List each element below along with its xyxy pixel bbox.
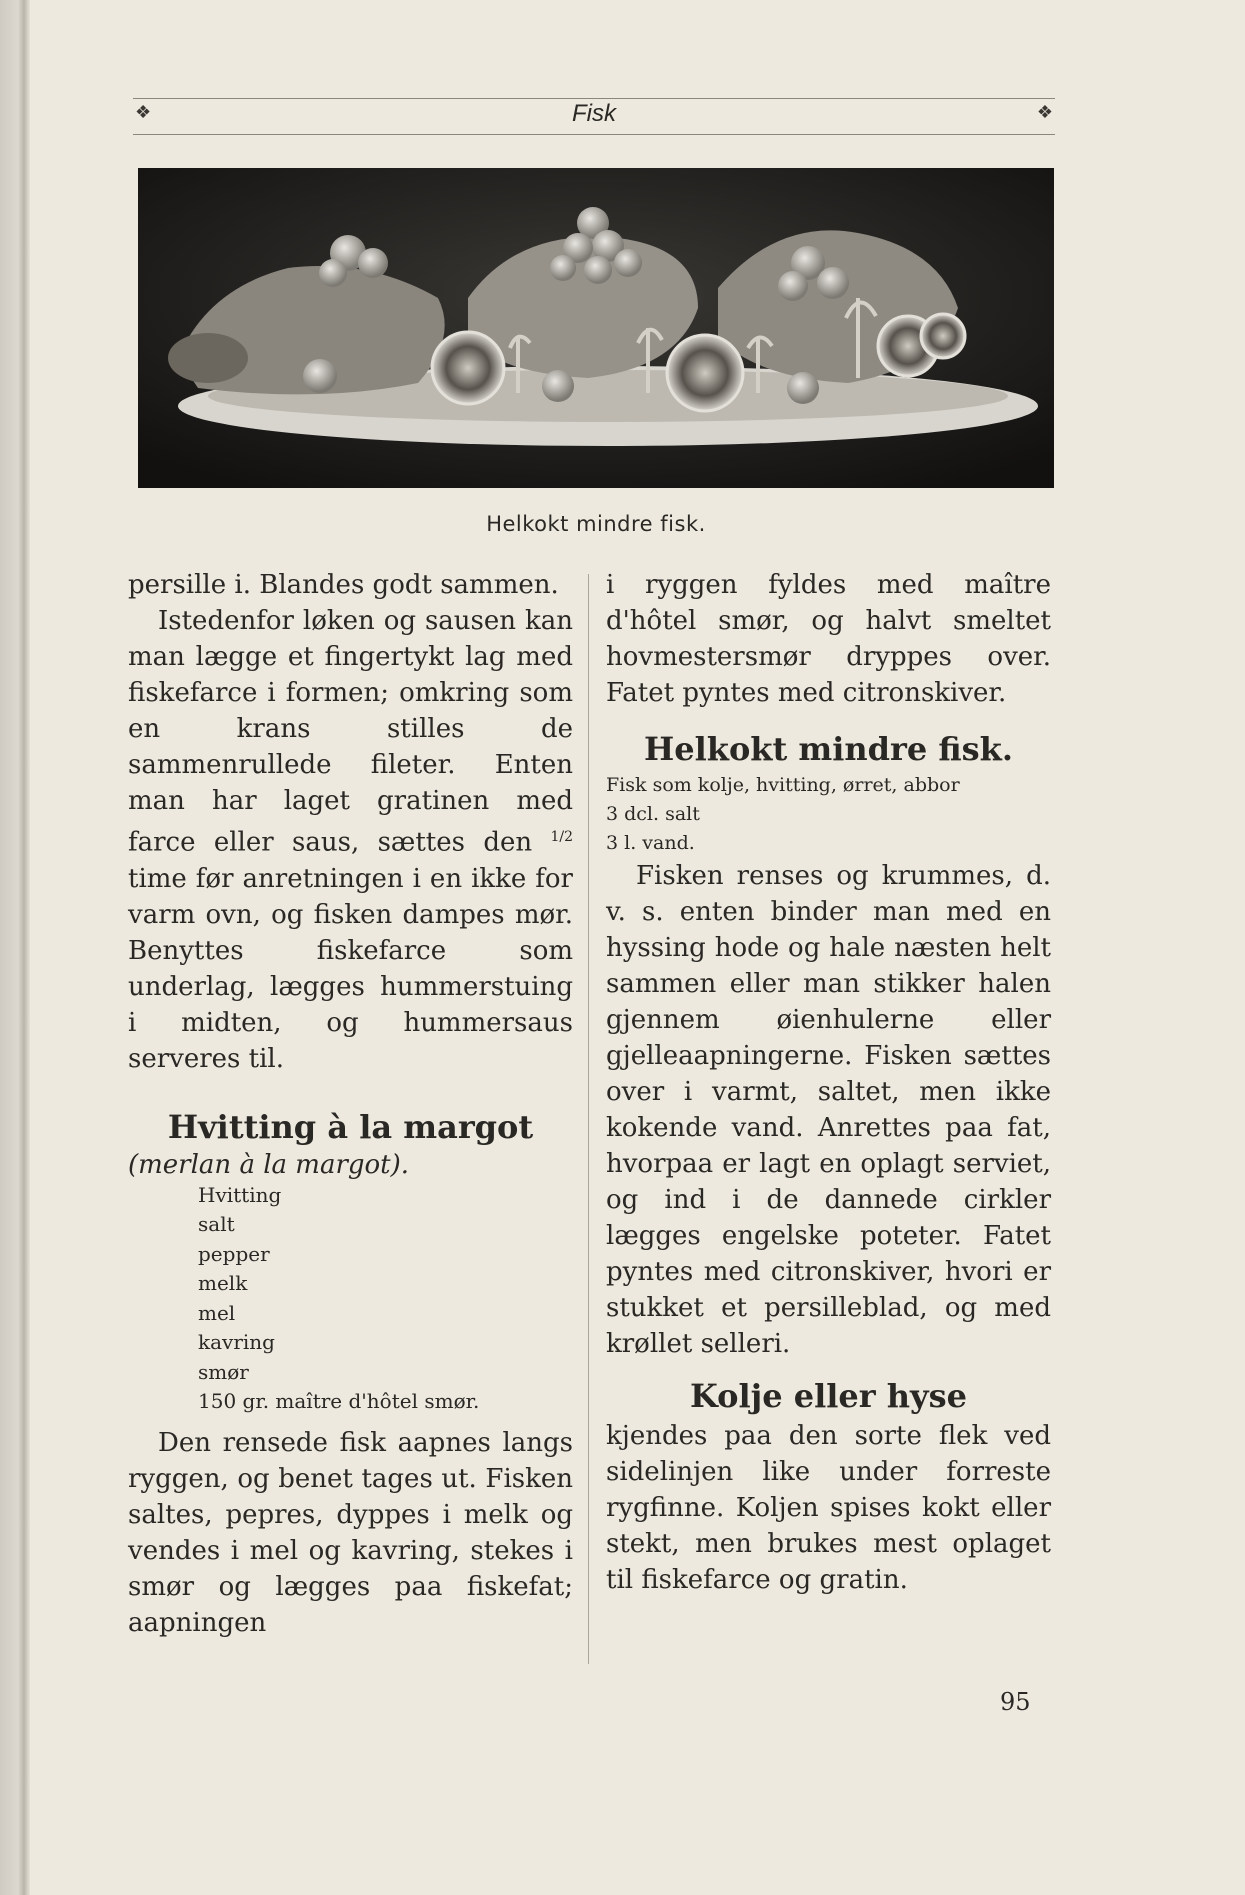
ingredient-item: pepper [198, 1241, 270, 1266]
ingredient-item: kavring [198, 1330, 275, 1355]
ingredient-item: melk [198, 1271, 248, 1296]
ingredient-item: 3 dcl. salt [606, 803, 700, 825]
column-divider [588, 574, 589, 1664]
ingredient-item: salt [198, 1212, 235, 1237]
left-column [128, 567, 573, 1641]
header-bottom-rule [133, 134, 1055, 135]
left-paragraph-1: persille i. Blandes godt sammen. [128, 570, 559, 600]
ingredient-item: 150 gr. maître d'hôtel smør. [198, 1389, 480, 1414]
ingredient-item: mel [198, 1300, 236, 1325]
recipe-heading-hvitting: Hvitting à la margot [167, 1107, 534, 1146]
ornament-left-icon: ❖ [135, 102, 152, 123]
ingredient-item: Hvitting [198, 1182, 282, 1207]
photo-caption: Helkokt mindre fisk. [486, 512, 706, 536]
recipe-heading-helkokt: Helkokt mindre fisk. [644, 730, 1013, 768]
left-paragraph-2-text: Istedenfor løken og sausen kan man lægge et fingertykt lag med fiskefarce i formen; omkring som en krans stilles de sammenrullede fileter. Enten man har laget gratinen med farce eller saus, sættes den [128, 606, 573, 858]
half-fraction: 1/2 [550, 829, 573, 845]
ingredient-item: smør [198, 1359, 249, 1384]
running-header-title: Fisk [572, 100, 616, 127]
ingredient-list-hvitting [128, 1181, 573, 1417]
book-spine-shadow [0, 0, 30, 1895]
left-paragraph-2-tail: time før anretningen i en ikke for varm ovn, og fisken dampes mør. Benyttes fiskefarce som underlag, lægges hummerstuing i midten, og hummersaus serveres til. [128, 863, 573, 1074]
ornament-right-icon: ❖ [1036, 102, 1053, 123]
right-paragraph-1: i ryggen fyldes med maître d'hôtel smør, og halvt smeltet hovmestersmør dryppes over. Fatet pyntes med citronskiver. [606, 570, 1051, 708]
ingredient-list-helkokt [606, 771, 1051, 858]
fish-platter-photo [138, 168, 1054, 488]
right-paragraph-2: Fisken renses og krummes, d. v. s. enten binder man med en hyssing hode og hale næsten helt sammen eller man stikker halen gjennem øienhulerne eller gjelleaapningerne. Fisken sættes over i varmt, saltet, men ikke kokende vand. Anrettes paa fat, hvorpaa er lagt en oplagt serviet, og ind i de dannede cirkler lægges engelske poteter. Fatet pyntes med citronskiver, hvori er stukket et persilleblad, og med krøllet selleri. [606, 861, 1051, 1359]
right-paragraph-3: kjendes paa den sorte flek ved sidelinjen like under forreste rygfinne. Koljen spises kokt eller stekt, men brukes mest oplaget til fiskefarce og gratin. [606, 1421, 1051, 1595]
left-paragraph-2 [128, 603, 573, 1077]
recipe-subheading-merlan: (merlan à la margot). [128, 1149, 410, 1180]
ingredient-item: 3 l. vand. [606, 832, 695, 854]
running-header [133, 100, 1055, 130]
left-paragraph-3: Den rensede fisk aapnes langs ryggen, og benet tages ut. Fisken saltes, pepres, dyppes i melk og vendes i mel og kavring, stekes i smør og lægges paa fiskefat; aapningen [128, 1427, 573, 1638]
header-top-rule [133, 98, 1055, 99]
right-column [606, 567, 1051, 1598]
ingredient-item: Fisk som kolje, hvitting, ørret, abbor [606, 774, 960, 796]
page-number: 95 [1000, 1688, 1031, 1716]
recipe-heading-kolje: Kolje eller hyse [690, 1377, 967, 1415]
